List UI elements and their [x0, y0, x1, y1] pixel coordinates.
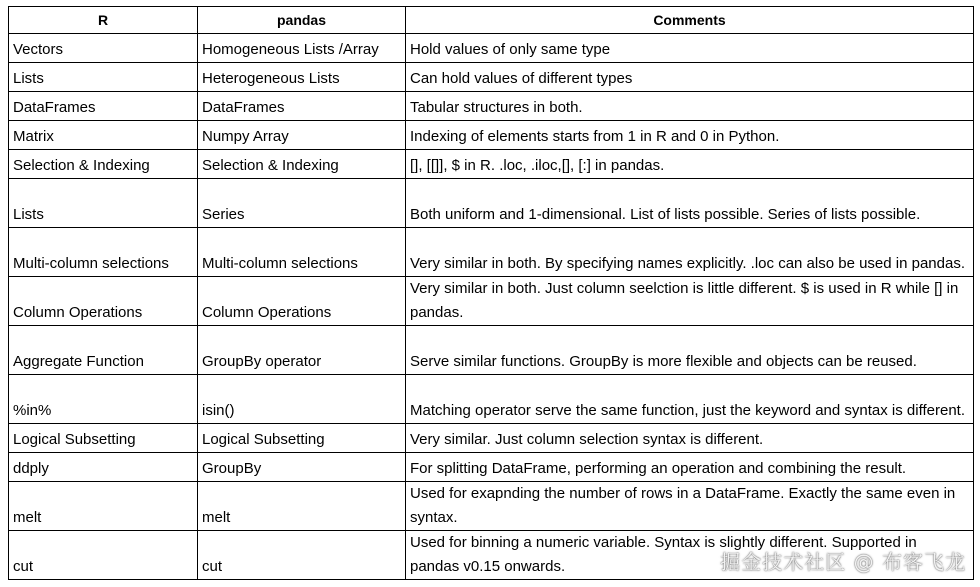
cell-r: %in%: [9, 375, 198, 424]
cell-comments: Very similar. Just column selection syntax is different.: [406, 424, 974, 453]
cell-r: melt: [9, 482, 198, 531]
cell-comments: For splitting DataFrame, performing an operation and combining the result.: [406, 453, 974, 482]
table-row: [9, 121, 974, 150]
cell-r: Vectors: [9, 34, 198, 63]
table-row: [9, 482, 974, 531]
cell-pandas: cut: [198, 531, 406, 580]
cell-pandas: Multi-column selections: [198, 228, 406, 277]
cell-pandas: DataFrames: [198, 92, 406, 121]
cell-comments: Indexing of elements starts from 1 in R and 0 in Python.: [406, 121, 974, 150]
table-row: [9, 277, 974, 326]
cell-pandas: Selection & Indexing: [198, 150, 406, 179]
cell-comments: Both uniform and 1-dimensional. List of lists possible. Series of lists possible.: [406, 179, 974, 228]
cell-r: Matrix: [9, 121, 198, 150]
cell-pandas: isin(): [198, 375, 406, 424]
table-row: [9, 34, 974, 63]
cell-r: Logical Subsetting: [9, 424, 198, 453]
cell-r: DataFrames: [9, 92, 198, 121]
table-row: [9, 375, 974, 424]
table-row: [9, 228, 974, 277]
cell-r: Column Operations: [9, 277, 198, 326]
watermark: 掘金技术社区 @ 布客飞龙: [720, 550, 966, 574]
cell-comments: Serve similar functions. GroupBy is more flexible and objects can be reused.: [406, 326, 974, 375]
table-header: [9, 7, 974, 34]
cell-r: Lists: [9, 63, 198, 92]
cell-comments: Tabular structures in both.: [406, 92, 974, 121]
cell-r: ddply: [9, 453, 198, 482]
cell-comments: Very similar in both. By specifying names explicitly. .loc can also be used in pandas.: [406, 228, 974, 277]
table-row: [9, 424, 974, 453]
cell-pandas: Heterogeneous Lists: [198, 63, 406, 92]
cell-comments: Used for exapnding the number of rows in a DataFrame. Exactly the same even in syntax.: [406, 482, 974, 531]
table-row: [9, 326, 974, 375]
table-row: [9, 179, 974, 228]
cell-comments: Hold values of only same type: [406, 34, 974, 63]
table-row: [9, 531, 974, 580]
cell-pandas: GroupBy operator: [198, 326, 406, 375]
cell-r: Selection & Indexing: [9, 150, 198, 179]
cell-comments: [], [[]], $ in R. .loc, .iloc,[], [:] in pandas.: [406, 150, 974, 179]
table-row: [9, 453, 974, 482]
header-row: [9, 7, 974, 34]
cell-pandas: melt: [198, 482, 406, 531]
cell-comments: Very similar in both. Just column seelction is little different. $ is used in R while [] in pandas.: [406, 277, 974, 326]
cell-pandas: GroupBy: [198, 453, 406, 482]
cell-r: Aggregate Function: [9, 326, 198, 375]
cell-comments: Can hold values of different types: [406, 63, 974, 92]
header-comments: Comments: [406, 7, 974, 34]
cell-pandas: Column Operations: [198, 277, 406, 326]
cell-r: Lists: [9, 179, 198, 228]
header-r: R: [9, 7, 198, 34]
cell-pandas: Homogeneous Lists /Array: [198, 34, 406, 63]
cell-r: cut: [9, 531, 198, 580]
cell-r: Multi-column selections: [9, 228, 198, 277]
table-row: [9, 63, 974, 92]
cell-pandas: Logical Subsetting: [198, 424, 406, 453]
header-pandas: pandas: [198, 7, 406, 34]
cell-comments: Used for binning a numeric variable. Syntax is slightly different. Supported in pandas v0.15 onwards.: [406, 531, 974, 580]
table-body: [9, 34, 974, 580]
cell-comments: Matching operator serve the same function, just the keyword and syntax is different.: [406, 375, 974, 424]
table-row: [9, 150, 974, 179]
comparison-table: [8, 6, 974, 580]
cell-pandas: Numpy Array: [198, 121, 406, 150]
table-row: [9, 92, 974, 121]
cell-pandas: Series: [198, 179, 406, 228]
